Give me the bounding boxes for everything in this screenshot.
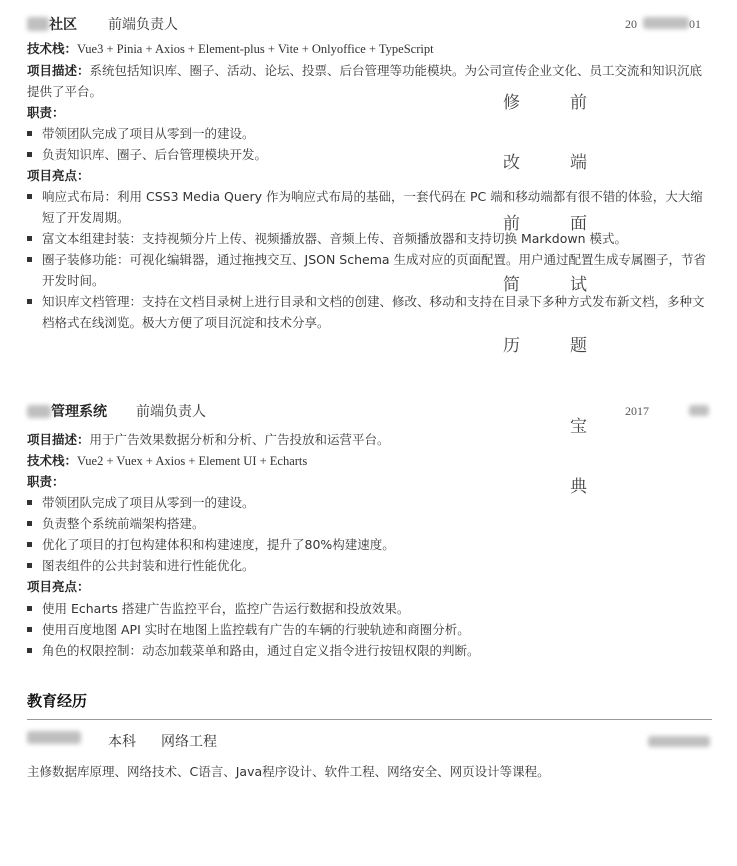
watermark-char: 改 xyxy=(503,153,520,173)
redacted-text xyxy=(689,405,709,416)
redacted-text xyxy=(643,17,689,29)
list-item: 负责知识库、圈子、后台管理模块开发。 xyxy=(27,144,707,165)
list-item: 圈子装修功能：可视化编辑器，通过拖拽交互、JSON Schema 生成对应的页面配置。用户通过配置生成专属圈子，节省开发时间。 xyxy=(27,249,707,291)
education-major: 网络工程 xyxy=(161,734,217,750)
watermark-char: 面 xyxy=(570,214,587,234)
project1-desc-label: 项目描述： xyxy=(27,63,90,78)
section-divider xyxy=(27,719,712,720)
education-date xyxy=(648,735,710,750)
project2-desc-value: 用于广告效果数据分析和分析、广告投放和运营平台。 xyxy=(89,432,390,447)
project2-stack xyxy=(27,450,712,472)
project1-stack xyxy=(27,38,712,60)
list-item: 富文本组建封装：支持视频分片上传、视频播放器、音频上传、音频播放器和支持切换 Markdown 模式。 xyxy=(27,228,707,249)
watermark-char: 前 xyxy=(503,214,520,234)
watermark-char: 典 xyxy=(570,477,587,497)
project1-date xyxy=(625,17,701,32)
project2-stack-value: Vue2 + Vuex + Axios + Element UI + Echarts xyxy=(77,454,308,468)
redacted-text xyxy=(27,17,49,31)
watermark-char: 试 xyxy=(570,275,587,295)
education-section-title: 教育经历 xyxy=(27,692,88,710)
watermark-char: 端 xyxy=(570,153,587,173)
project2-role: 前端负责人 xyxy=(136,404,206,420)
project1-highlight-label: 项目亮点： xyxy=(27,168,90,183)
project2-date xyxy=(625,404,709,419)
watermark-char: 宝 xyxy=(570,417,587,437)
project1-desc-value: 系统包括知识库、圈子、活动、论坛、投票、后台管理等功能模块。为公司宣传企业文化、员工交流和知识沉底提供了平台。 xyxy=(27,63,703,99)
list-item: 使用 Echarts 搭建广告监控平台，监控广告运行数据和投放效果。 xyxy=(27,598,707,619)
project2-name: 管理系统 xyxy=(51,404,107,420)
list-item: 优化了项目的打包构建体积和构建速度，提升了80%构建速度。 xyxy=(27,534,707,555)
project1-date-end: 01 xyxy=(689,17,701,31)
project2-duty-label: 职责： xyxy=(27,474,65,489)
list-item: 角色的权限控制：动态加载菜单和路由，通过自定义指令进行按钮权限的判断。 xyxy=(27,640,707,661)
watermark-char: 前 xyxy=(570,93,587,113)
project1-role: 前端负责人 xyxy=(108,17,178,33)
project2-date-start: 2017 xyxy=(625,404,649,418)
project2-stack-label: 技术栈： xyxy=(27,453,78,468)
project2-header xyxy=(27,401,107,421)
education-school xyxy=(27,731,81,747)
project1-date-start: 20 xyxy=(625,17,637,31)
education-degree: 本科 xyxy=(108,734,136,750)
redacted-text xyxy=(27,405,51,418)
project2-description xyxy=(27,429,712,450)
list-item: 带领团队完成了项目从零到一的建设。 xyxy=(27,123,707,144)
watermark-char: 历 xyxy=(503,336,520,356)
list-item: 带领团队完成了项目从零到一的建设。 xyxy=(27,492,707,513)
project1-stack-label: 技术栈： xyxy=(27,41,78,56)
project1-header xyxy=(27,14,77,34)
project2-highlight-label: 项目亮点： xyxy=(27,579,90,594)
watermark-char: 题 xyxy=(570,336,587,356)
list-item: 图表组件的公共封装和进行性能优化。 xyxy=(27,555,707,576)
project1-stack-value: Vue3 + Pinia + Axios + Element-plus + Vite + Onlyoffice + TypeScript xyxy=(77,42,434,56)
project1-duty-label: 职责： xyxy=(27,105,65,120)
watermark-char: 简 xyxy=(503,275,520,295)
project1-name: 社区 xyxy=(49,17,77,33)
list-item: 负责整个系统前端架构搭建。 xyxy=(27,513,707,534)
list-item: 使用百度地图 API 实时在地图上监控载有广告的车辆的行驶轨迹和商圈分析。 xyxy=(27,619,707,640)
redacted-text xyxy=(27,731,81,744)
project1-description xyxy=(27,60,712,102)
education-courses: 主修数据库原理、网络技术、C语言、Java程序设计、软件工程、网络安全、网页设计等课程。 xyxy=(27,764,550,779)
redacted-text xyxy=(648,736,710,747)
project2-desc-label: 项目描述： xyxy=(27,432,90,447)
list-item: 知识库文档管理：支持在文档目录树上进行目录和文档的创建、修改、移动和支持在目录下多种方式发布新文档，多种文档格式在线浏览。极大方便了项目沉淀和技术分享。 xyxy=(27,291,707,333)
list-item: 响应式布局：利用 CSS3 Media Query 作为响应式布局的基础，一套代码在 PC 端和移动端都有很不错的体验，大大缩短了开发周期。 xyxy=(27,186,707,228)
watermark-char: 修 xyxy=(503,93,520,113)
